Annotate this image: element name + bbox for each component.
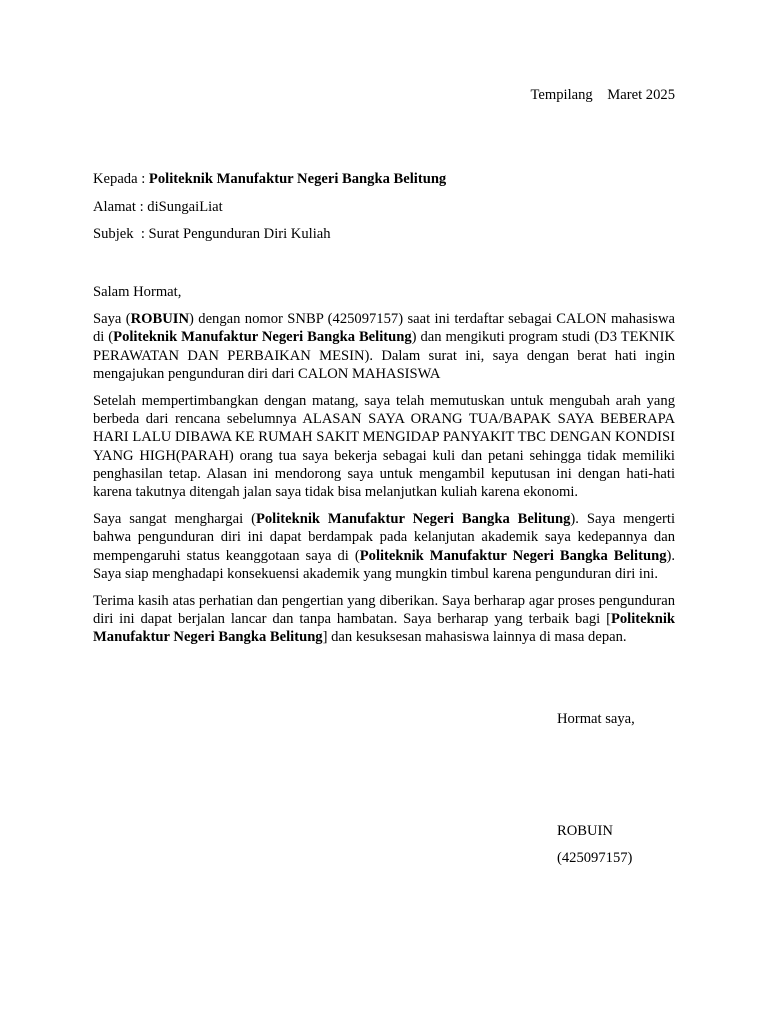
paragraph-1: [93, 310, 675, 383]
signature-number: (425097157): [557, 850, 633, 866]
closing: Hormat saya,: [557, 711, 635, 727]
p3-text-1: Saya sangat menghargai (: [93, 511, 256, 528]
subject-line: Subjek : Surat Pengunduran Diri Kuliah: [93, 226, 331, 242]
p3-text-3: ). Saya siap menghadapi konsekuensi akademik yang mungkin timbul karena pengunduran diri ini.: [93, 547, 676, 582]
signature-name: ROBUIN: [557, 823, 613, 839]
paragraph-2: Setelah mempertimbangkan dengan matang, saya telah memutuskan untuk mengubah arah yang berbeda dari rencana sebelumnya ALASAN SAYA ORANG TUA/BAPAK SAYA BEBERAPA HARI LALU DIBAWA KE RUMAH SAKIT MENGIDAP PANYAKIT TBC DENGAN KONDISI YANG HIGH(PARAH) orang tua saya bekerja sebagai kuli dan petani sehingga tidak memiliki penghasilan tetap. Alasan ini mendorong saya untuk mengambil keputusan ini dengan hati-hati karena takutnya ditengah jalan saya tidak bisa melanjutkan kuliah karena ekonomi.: [93, 393, 675, 501]
paragraph-3: [93, 510, 675, 583]
address-line: Alamat : diSungaiLiat: [93, 198, 223, 215]
p1-text-1: Saya (: [93, 311, 131, 328]
paragraph-4: [93, 592, 675, 647]
p1-text-2: ) dengan nomor SNBP (425097157) saat ini terdaftar sebagai CALON mahasiswa di (: [93, 311, 675, 346]
p3-text-2: ). Saya mengerti bahwa pengunduran diri ini dapat berdampak pada kelanjutan akademik saya kedepannya dan mempengaruhi status keanggotaan saya di (: [93, 511, 676, 564]
p3-institution-2: Politeknik Manufaktur Negeri Bangka Belitung: [359, 547, 667, 564]
letter-date: Tempilang Maret 2025: [530, 87, 675, 103]
p1-name: ROBUIN: [130, 311, 190, 328]
letter-header: [93, 170, 675, 253]
letter-body: [93, 283, 675, 656]
recipient-line: [93, 170, 675, 188]
recipient-label: Kepada :: [93, 171, 149, 187]
p1-institution: Politeknik Manufaktur Negeri Bangka Belitung: [113, 329, 412, 346]
p3-institution-1: Politeknik Manufaktur Negeri Bangka Belitung: [255, 511, 571, 528]
p1-text-3: ) dan mengikuti program studi (D3 TEKNIK PERAWATAN DAN PERBAIKAN MESIN). Dalam surat ini, saya dengan berat hati ingin mengajukan pengunduran diri dari CALON MAHASISWA: [93, 329, 675, 382]
greeting: Salam Hormat,: [93, 284, 182, 300]
p4-text-2: ] dan kesuksesan mahasiswa lainnya di masa depan.: [322, 629, 627, 646]
p4-text-1: Terima kasih atas perhatian dan pengertian yang diberikan. Saya berharap agar proses pengunduran diri ini dapat berjalan lancar dan tanpa hambatan. Saya berharap yang terbaik bagi [: [93, 593, 675, 628]
p4-institution: Politeknik Manufaktur Negeri Bangka Belitung: [93, 611, 675, 646]
recipient-name: Politeknik Manufaktur Negeri Bangka Belitung: [148, 171, 447, 187]
